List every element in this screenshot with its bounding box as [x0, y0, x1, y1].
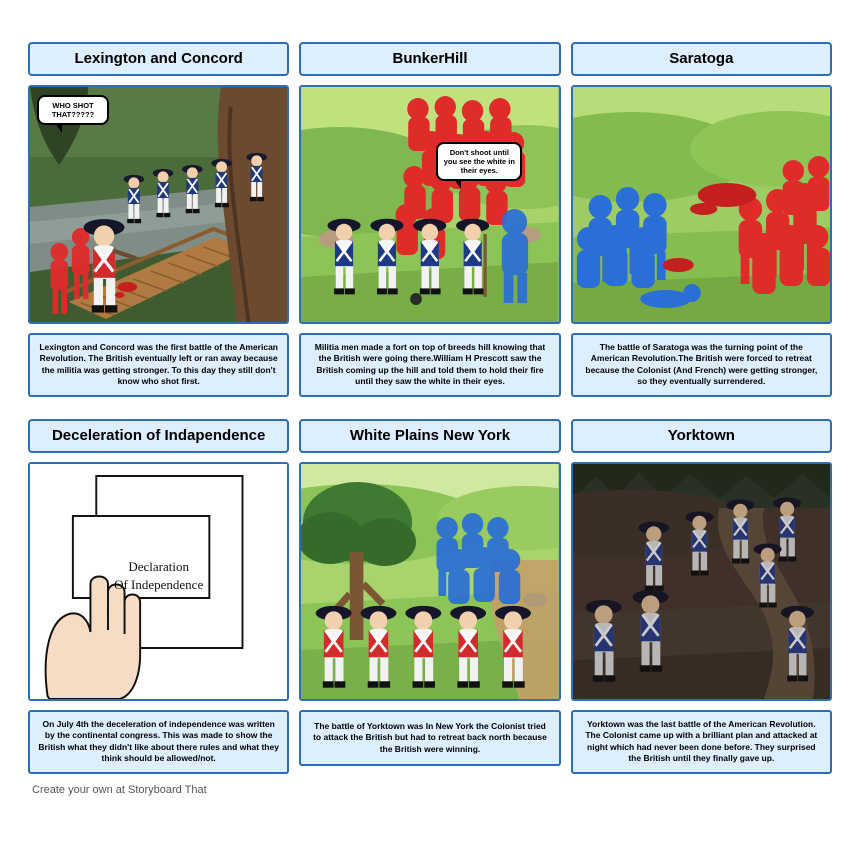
scene-artwork	[573, 87, 830, 322]
panel-caption-box	[28, 333, 289, 397]
panel-caption: Militia men made a fort on top of breeds hill knowing that the British were going there.William H Prescott saw the British coming up the hill and told them to hold their fire until they saw the white in their eyes.	[314, 342, 546, 387]
scene-artwork	[301, 464, 558, 699]
panel-white-plains-new-york[interactable]	[299, 419, 560, 774]
panel-caption: Lexington and Concord was the first battle of the American Revolution. The British eventually left or ran away because the militia was getting stronger. To this day they still don't know who shot first.	[39, 342, 278, 387]
panel-caption: Yorktown was the last battle of the American Revolution. The Colonist came up with a brilliant plan and attacked at night which had never been done before. They surprised the British until they finally gave up.	[585, 718, 818, 764]
panel-caption-box	[571, 333, 832, 397]
panel-declaration-of-independence[interactable]	[28, 419, 289, 774]
panel-title-box	[299, 42, 560, 76]
panel-title-box	[571, 42, 832, 76]
attribution-footer: Create your own at Storyboard That	[32, 783, 207, 796]
panel-caption-box	[28, 710, 289, 774]
panel-lexington-and-concord[interactable]	[28, 42, 289, 397]
declaration-line-1: Declaration	[128, 558, 189, 574]
panel-title: Deceleration of Indapendence	[51, 426, 266, 444]
panel-caption: The battle of Yorktown was In New York the Colonist tried to attack the British but had to retreat back north because the British were winning.	[313, 720, 547, 754]
declaration-line-2: Of Independence	[114, 576, 204, 592]
declaration-scene[interactable]	[28, 462, 289, 701]
panel-caption-box	[299, 333, 560, 397]
bunkerhill-scene[interactable]	[299, 85, 560, 324]
saratoga-scene[interactable]	[571, 85, 832, 324]
panel-title: Lexington and Concord	[74, 49, 243, 67]
panel-caption: The battle of Saratoga was the turning point of the American Revolution.The British were forced to retreat because the Colonist (And French) were getting stronger, so they eventually surrendered.	[585, 342, 818, 387]
panel-title: BunkerHill	[392, 49, 468, 67]
storyboard-row-1	[0, 0, 860, 397]
panel-title-box	[28, 419, 289, 453]
panel-title-box	[571, 419, 832, 453]
lexington-scene[interactable]	[28, 85, 289, 324]
storyboard-row-2	[0, 397, 860, 774]
speech-bubble: WHO SHOT THAT?????	[37, 95, 109, 125]
scene-artwork	[301, 87, 558, 322]
panel-title: Yorktown	[667, 426, 735, 444]
panel-title-box	[299, 419, 560, 453]
panel-title: White Plains New York	[349, 426, 511, 444]
panel-bunkerhill[interactable]	[299, 42, 560, 397]
panel-caption-box	[299, 710, 560, 766]
yorktown-scene[interactable]	[571, 462, 832, 701]
panel-caption-box	[571, 710, 832, 774]
panel-title-box	[28, 42, 289, 76]
panel-yorktown[interactable]	[571, 419, 832, 774]
panel-saratoga[interactable]	[571, 42, 832, 397]
white-plains-scene[interactable]	[299, 462, 560, 701]
panel-title: Saratoga	[669, 49, 734, 67]
panel-caption: On July 4th the deceleration of independence was written by the continental congress. This was made to show the British what they didn't like about there rules and what they think should be allowed/not.	[38, 718, 279, 764]
speech-bubble: Don't shoot until you see the white in their eyes.	[436, 142, 522, 181]
scene-artwork	[573, 464, 830, 699]
